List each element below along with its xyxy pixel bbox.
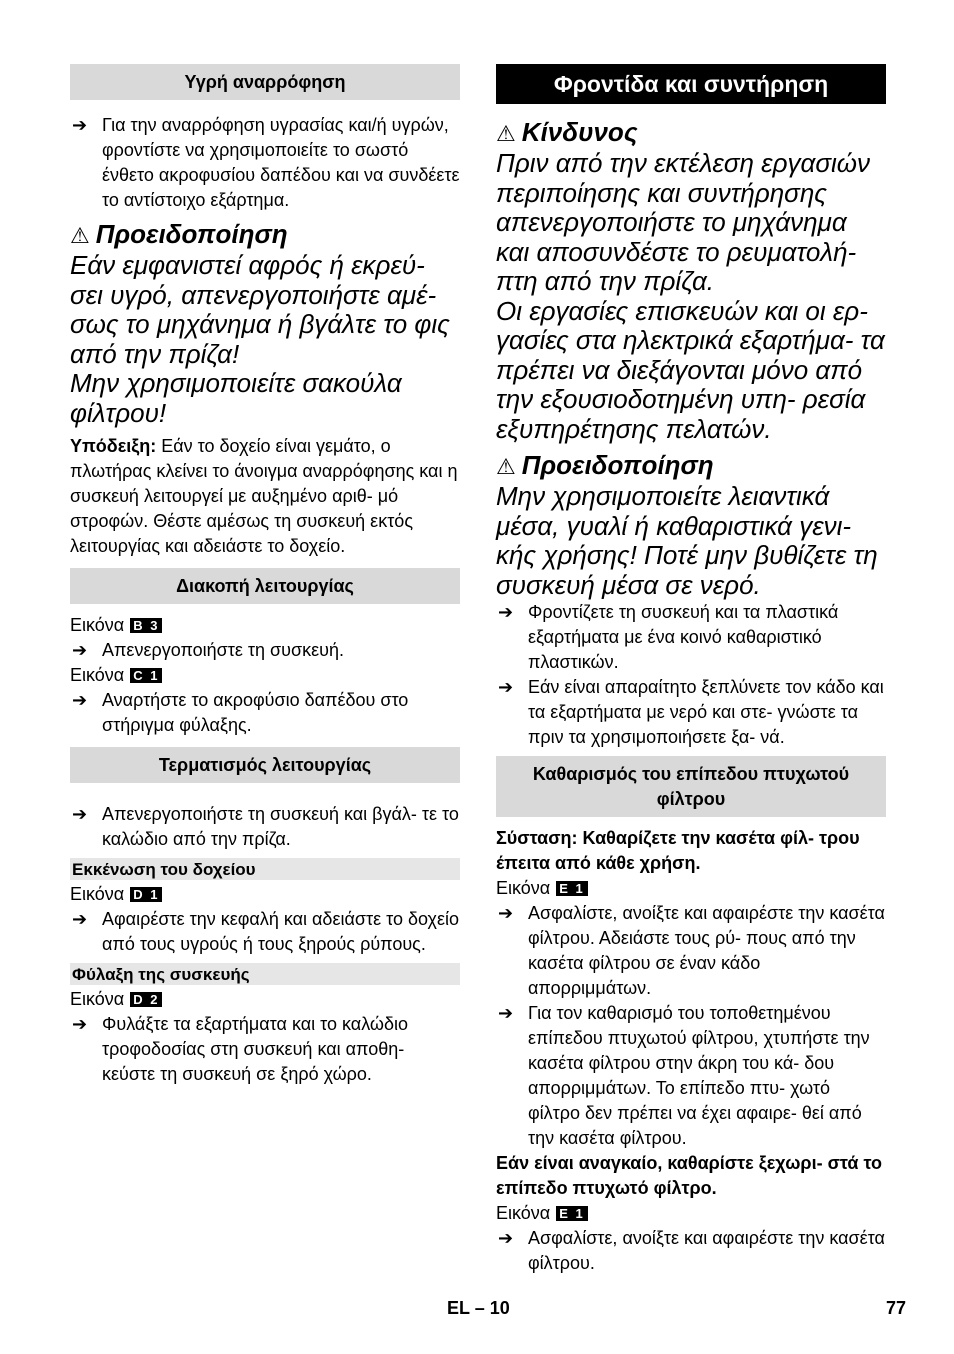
- list-item: ➔ Απενεργοποιήστε τη συσκευή και βγάλ- τε το καλώδιο από την πρίζα.: [72, 804, 459, 849]
- warning-text: Μην χρησιμοποιείτε σακούλα φίλτρου!: [70, 368, 402, 428]
- subsection-heading-empty-container: Εκκένωση του δοχείου: [70, 858, 460, 880]
- list-item: ➔ Για την αναρρόφηση υγρασίας και/ή υγρών, φροντίστε να χρησιμοποιείτε το σωστό ένθετο ακροφυσίου δαπέδου και να συνδέετε το αντίστοιχο εξάρτημα.: [72, 115, 460, 210]
- figure-reference: Εικόνα D 1: [70, 882, 460, 907]
- arrow-right-icon: ➔: [498, 602, 514, 622]
- list-item: ➔ Αφαιρέστε την κεφαλή και αδειάστε το δοχείο από τους υγρούς ή τους ξηρούς ρύπους.: [72, 909, 460, 954]
- figure-badge: E 1: [556, 881, 588, 896]
- list-item: ➔ Αναρτήστε το ακροφύσιο δαπέδου στο στήριγμα φύλαξης.: [72, 690, 409, 735]
- section-heading-care-maintenance: Φροντίδα και συντήρηση: [496, 64, 886, 104]
- arrow-right-icon: ➔: [498, 1228, 514, 1248]
- figure-badge: D 1: [130, 887, 162, 902]
- list-item: ➔ Ασφαλίστε, ανοίξτε και αφαιρέστε την κασέτα φίλτρου.: [498, 1228, 885, 1273]
- figure-reference: Εικόνα E 1: [496, 1201, 886, 1226]
- left-column: [70, 64, 460, 1087]
- list-item: ➔ Φυλάξτε τα εξαρτήματα και το καλώδιο τροφοδοσίας στη συσκευή και αποθη- κεύστε τη συσκευή σε ξηρό χώρο.: [72, 1014, 408, 1084]
- figure-reference: Εικόνα B 3: [70, 613, 460, 638]
- figure-badge: C 1: [130, 668, 162, 683]
- arrow-right-icon: ➔: [72, 1014, 88, 1034]
- figure-badge: E 1: [556, 1206, 588, 1221]
- list-item: ➔ Φροντίζετε τη συσκευή και τα πλαστικά εξαρτήματα με ένα κοινό καθαριστικό πλαστικών.: [498, 602, 839, 672]
- warning-text: Μην χρησιμοποιείτε λειαντικά μέσα, γυαλί ή καθαριστικά γενι- κής χρήσης! Ποτέ μην βυθίζετε τη συσκευή μέσα σε νερό.: [496, 481, 878, 600]
- section-heading-wet-suction: Υγρή αναρρόφηση: [70, 64, 460, 100]
- arrow-right-icon: ➔: [72, 804, 88, 824]
- list-item: ➔ Εάν είναι απαραίτητο ξεπλύνετε τον κάδο και τα εξαρτήματα με νερό και στε- γνώστε τα πριν τα χρησιμοποιήσετε ξα- νά.: [498, 677, 884, 747]
- bold-instruction: Εάν είναι αναγκαίο, καθαρίστε ξεχωρι- στά το επίπεδο πτυχωτό φίλτρο.: [496, 1153, 883, 1198]
- page-number: 77: [885, 1298, 906, 1318]
- danger-text: Πριν από την εκτέλεση εργασιών περιποίησης και συντήρησης απενεργοποιήστε το μηχάνημα και αποσυνδέστε το ρευματολή- πτη από την πρίζα.: [496, 148, 871, 296]
- section-heading-end-operation: Τερματισμός λειτουργίας: [70, 747, 460, 783]
- section-heading-filter-cleaning: Καθαρισμός του επίπεδου πτυχωτού φίλτρου: [496, 756, 886, 817]
- section-heading-shutdown: Διακοπή λειτουργίας: [70, 568, 460, 604]
- warning-heading: ⚠ Προειδοποίηση: [70, 219, 288, 249]
- danger-text: Οι εργασίες επισκευών και οι ερ- γασίες στα ηλεκτρικά εξαρτήμα- τα πρέπει να διεξάγονται μόνο από την εξουσιοδοτημένη υπη- ρεσία εξυπηρέτησης πελατών.: [496, 295, 885, 444]
- warning-triangle-icon: ⚠: [496, 121, 516, 146]
- arrow-right-icon: ➔: [498, 903, 514, 923]
- figure-badge: B 3: [130, 618, 162, 633]
- warning-text: Εάν εμφανιστεί αφρός ή εκρεύ- σει υγρό, απενεργοποιήστε αμέ- σως το μηχάνημα ή βγάλτε το φις από την πρίζα!: [70, 250, 450, 369]
- arrow-right-icon: ➔: [72, 690, 88, 710]
- warning-heading: ⚠ Προειδοποίηση: [496, 450, 714, 480]
- arrow-right-icon: ➔: [72, 909, 88, 929]
- list-item: ➔ Ασφαλίστε, ανοίξτε και αφαιρέστε την κασέτα φίλτρου. Αδειάστε τους ρύ- πους από την κασέτα φίλτρου σε έναν κάδο απορριμμάτων.: [498, 903, 885, 998]
- arrow-right-icon: ➔: [498, 677, 514, 697]
- warning-triangle-icon: ⚠: [496, 454, 516, 479]
- arrow-right-icon: ➔: [72, 115, 88, 135]
- subsection-heading-storage: Φύλαξη της συσκευής: [70, 963, 460, 985]
- list-item: ➔ Απενεργοποιήστε τη συσκευή.: [70, 638, 460, 663]
- danger-heading: ⚠ Κίνδυνος: [496, 117, 638, 147]
- arrow-right-icon: ➔: [72, 640, 88, 660]
- warning-triangle-icon: ⚠: [70, 223, 90, 248]
- figure-reference: Εικόνα D 2: [70, 987, 460, 1012]
- list-item: ➔ Για τον καθαρισμό του τοποθετημένου επίπεδου πτυχωτού φίλτρου, χτυπήστε την κασέτα φίλτρου στην άκρη του κά- δου απορριμμάτων. Το επίπεδο πτυ- χωτό φίλτρο δεν πρέπει να έχει αφαιρε- θεί από την κασέτα φίλτρου.: [498, 1003, 870, 1148]
- note-paragraph: Υπόδειξη: Εάν το δοχείο είναι γεμάτο, ο πλωτήρας κλείνει το άνοιγμα αναρρόφησης και η συσκευή λειτουργεί με αυξημένο αριθ- μό στροφών. Θέστε αμέσως τη συσκευή εκτός λειτουργίας και αδειάστε το δοχείο.: [70, 436, 458, 556]
- figure-badge: D 2: [130, 992, 162, 1007]
- arrow-right-icon: ➔: [498, 1003, 514, 1023]
- recommendation-text: Σύσταση: Καθαρίζετε την κασέτα φίλ- τρου έπειτα από κάθε χρήση.: [496, 828, 860, 873]
- footer-language-page: EL – 10: [447, 1298, 510, 1318]
- figure-reference: Εικόνα E 1: [496, 876, 886, 901]
- figure-reference: Εικόνα C 1: [70, 663, 460, 688]
- right-column: [496, 64, 886, 1276]
